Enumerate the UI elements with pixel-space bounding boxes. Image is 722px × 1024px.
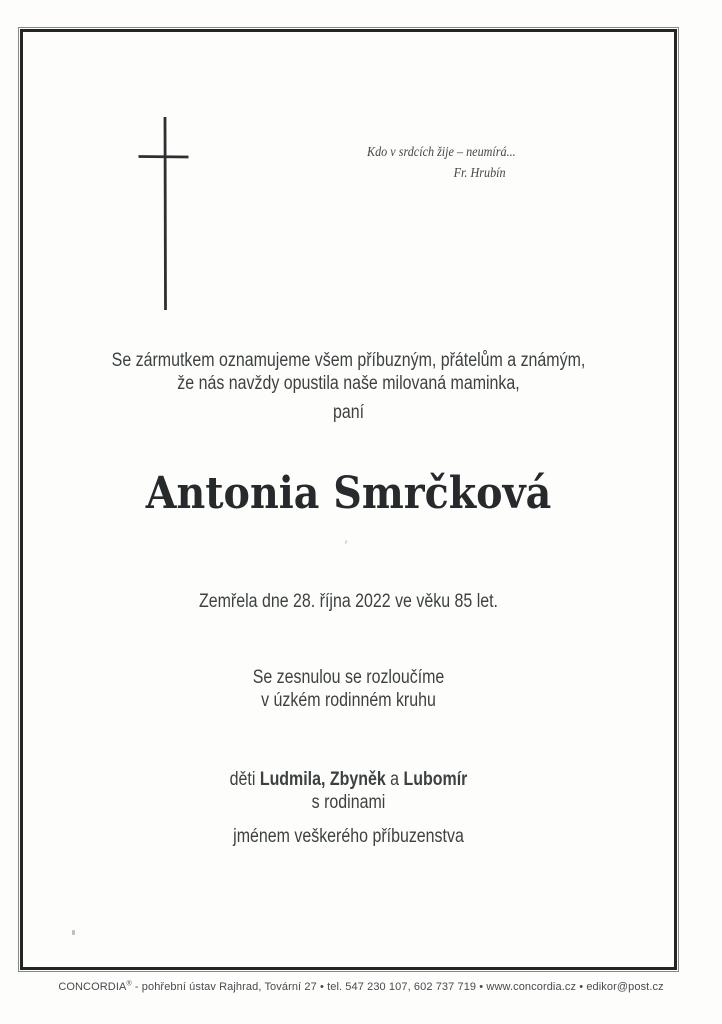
mourners-names-2: Lubomír [403, 769, 468, 790]
scan-artifact [72, 930, 75, 935]
announcement-line-2: že nás navždy opustila naše milovaná maminka, [177, 373, 520, 394]
quote-text: Kdo v srdcích žije – neumírá... [367, 144, 516, 159]
deceased-name: Antonia Smrčková [145, 468, 552, 519]
death-notice: Zemřela dne 28. října 2022 ve věku 85 let. [199, 591, 498, 612]
footer-brand: CONCORDIA [58, 981, 127, 993]
farewell-line-2: v úzkém rodinném kruhu [261, 690, 436, 711]
farewell-line-1: Se zesnulou se rozloučíme [252, 667, 445, 688]
cross-icon [137, 114, 191, 314]
funeral-home-footer [0, 981, 722, 993]
mourners [71, 768, 626, 814]
mourners-suffix: s rodinami [311, 792, 386, 813]
announcement-line-1: Se zármutkem oznamujeme všem příbuzným, přátelům a známým, [111, 350, 586, 371]
quote-attribution: Fr. Hrubín [453, 165, 506, 180]
footer-info: - pohřební ústav Rajhrad, Tovární 27 • tel. 547 230 107, 602 737 719 • www.concordia.cz • edikor@post.cz [131, 981, 664, 993]
registered-trademark-icon: ® [126, 980, 132, 988]
closing-line: jménem veškerého příbuzenstva [233, 826, 464, 847]
announcement [71, 349, 626, 395]
memorial-quote [367, 143, 518, 181]
mourners-children-line [71, 768, 626, 791]
salutation: paní [332, 402, 365, 423]
farewell-message [71, 666, 626, 712]
mourners-names-1: Ludmila, Zbyněk [259, 769, 386, 790]
mourners-conjunction: a [390, 769, 400, 790]
mourners-prefix: děti [229, 769, 256, 790]
